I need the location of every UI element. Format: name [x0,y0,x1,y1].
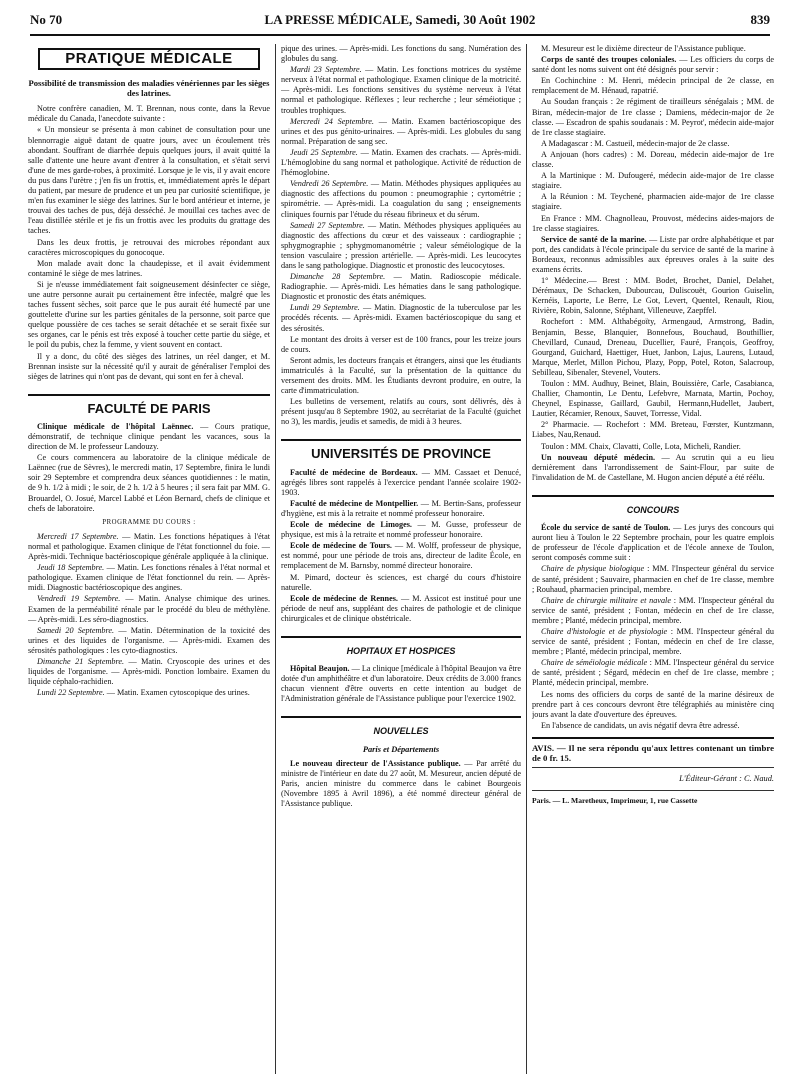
list-item: A Madagascar : M. Castueil, médecin-major de 2e classe. [541,138,730,148]
programme-text: — Matin. Les fonctions motrices du système nerveux à l'état normal et pathologique. Examen clinique de la motricité. — Après-midi. Les fonctions sensitives du système nerveux à l'état normal et pathologique. Réflexes ; leur recherche ; leur séméiotique ; troubles trophiques. [281,65,521,115]
programme-day: Mardi 23 Septembre. [290,65,362,75]
paragraph: En l'absence de candidats, un avis négatif devra être adressé. [541,720,740,730]
jury-text: : MM. l'Inspecteur général du service de santé, président ; Sauvaire, pharmacien en chef de 1re classe, membre ; Rouhaud, pharmacien principal, membre. [532,564,774,594]
paragraph: Les bulletins de versement, relatifs au cours, sont délivrés, dès à présent jusqu'au 8 Septembre 1902, au secrétariat de la Faculté (guichet no 3), les mardis, jeudis et samedis, de midi à 3 heures. [281,397,521,427]
item-text: — M. Assicot est institué pour une période de neuf ans, suppléant des chaires de pathologie et de clinique chirurgicales et de clinique obstétricale. [281,593,521,623]
paragraph: Le montant des droits à verser est de 100 francs, pour les treize jours de cours. [281,334,521,354]
section-title-universites: UNIVERSITÉS DE PROVINCE [281,439,521,459]
programme-text: — Matin. Analyse chimique des urines. Examen de la perméabilité rénale par le procédé du bleu de méthylène. — Après-midi. Les séro-diagnostics. [28,594,270,624]
paragraph: Notre confrère canadien, M. T. Brennan, nous conte, dans la Revue médicale du Canada, l'anecdote suivante : [28,104,270,124]
jury-chair: Chaire d'histologie et de physiologie [541,626,668,636]
column-divider [526,44,527,1074]
item-lead: Ecole de médecine de Limoges. [290,520,412,530]
programme-day: Lundi 22 Septembre. [37,688,105,698]
programme-text: — Matin. Cryoscopie des urines et des liquides de l'organisme. — Après-midi. Ponction lombaire. Examen du liquide céphalo-rachidien. [28,656,270,687]
paragraph: Ce cours commencera au laboratoire de la clinique médicale de Laënnec (rue de Sèvres), le mercredi matin, 17 Septembre, finira le lundi soir 29 Septembre et comprendra deux séances quotidiennes : le matin, de 9 h. 1/2 à midi ; le soir, de 2 h. 1/2 à 5 heures ; il sera fait par MM. G. Brouardel, O. Josué, Marcel Labbé et Léon Bernard, chefs de clinique et chefs de laboratoire. [28,453,270,513]
paragraph: Toulon : MM. Audhuy, Beinet, Blain, Bouissière, Carle, Casabianca, Challier, Chamontin, Le Dentu, Lefebvre, Marnata, Martin, Pochoy, Cheynel, Espinasse, Gaillard, Gaubil, Hermann,Hudellet, Jaubert, Lautier, Récamier, Renoux, Sauvet, Torresse, Vidal. [532,379,774,419]
list-item: A la Martinique : M. Dufougeré, médecin aide-major de 1re classe stagiaire. [532,171,774,191]
item-text: — Liste par ordre alphabétique et par port, des candidats à l'école principale du service de santé de la marine à Bordeaux, reconnus admissibles aux épreuves orales à la suite des examens écrits. [532,234,774,274]
jury-chair: Chaire de séméiologie médicale [541,658,648,668]
column-divider [275,44,276,1074]
programme-text: — Matin. Détermination de la toxicité des urines et des liquides de l'organisme. — Après-midi. Examen des sérosités pathologiques : les cyto-diagnostics. [28,625,270,655]
item-lead: Hôpital Beaujon. [290,664,350,674]
programme-text: — Matin. Examen cytoscopique des urines. [104,688,250,698]
section-title-nouvelles: NOUVELLES [281,716,521,736]
column-1 [28,44,270,1074]
jury-text: : MM. l'Inspecteur général du service de santé, président ; Fontan, médecin en chef de 1re classe, membre ; Planté, médecin principal, membre. [532,626,774,657]
programme-text: — Matin. Les fonctions rénales à l'état normal et pathologique. Examen clinique de l'état fonctionnel du rein. — Après-midi. Diagnostic bactérioscopique des angines. [28,563,270,593]
item-lead: Ecole de médecine de Tours. [290,541,392,551]
programme-day: Mercredi 17 Septembre. [37,531,119,541]
programme-day: Vendredi 26 Septembre. [290,179,369,189]
issue-number: No 70 [30,12,63,27]
column-3 [532,44,774,1074]
paragraph: Seront admis, les docteurs français et étrangers, ainsi que les étudiants immatriculés à la Faculté, sur la présentation de la quittance du versement des droits. MM. les Étudiants devront produire, en outre, la carte d'immatriculation. [281,355,521,396]
paragraph: Il y a donc, du côté des sièges des latrines, un réel danger, et M. Brennan insiste sur la nécessité qu'il y aurait de généraliser l'emploi des sièges de latrines qui n'ont pas de devant, qui sont en fer à cheval. [28,351,270,381]
paragraph: M. Mesureur est le dixième directeur de l'Assistance publique. [541,44,746,53]
programme-day: Dimanche 21 Septembre. [37,656,125,666]
notice-avis: AVIS. — Il ne sera répondu qu'aux lettres contenant un timbre de 0 fr. 15. [532,737,774,763]
item-text: — Les jurys des concours qui auront lieu à Toulon le 22 Septembre prochain, pour les quatre emplois de professeur de l'école d'application et de l'école annexe de Toulon, seront composés comme suit : [532,523,774,563]
item-lead: Ecole de médecine de Rennes. [290,593,398,603]
printer-line: Paris. — L. Maretheux, Imprimeur, 1, rue Cassette [532,790,774,806]
item-text: — Par arrêté du ministre de l'intérieur en date du 27 août, M. Mesureur, ancien député de Paris, ancien ministre du commerce dans le cabinet Bourgeois (Novembre 1895 à Avril 1896), a été nommé directeur général de l'Assistance publique. [281,758,521,808]
programme-day: Lundi 29 Septembre. [290,303,360,313]
paragraph: Dans les deux frottis, je retrouvai des microbes répondant aux caractères microscopiques du gonocoque. [28,237,270,257]
paragraph: pique des urines. — Après-midi. Les fonctions du sang. Numération des globules du sang. [281,44,521,64]
item-lead: École du service de santé de Toulon. [541,523,671,533]
paragraph: Toulon : MM. Chaix, Clavatti, Colle, Lota, Micheli, Randier. [541,441,741,451]
section-title-pratique: PRATIQUE MÉDICALE [38,48,260,70]
list-item: En France : MM. Chagnolleau, Prouvost, médecins aides-majors de 1re classe stagiaires. [532,213,774,233]
paragraph: Rochefort : MM. Althabégoïty, Armengaud, Armstrong, Badin, Benjamin, Besse, Blanquier, Bonnefous, Bouchaud, Bouthillier, Chevillard, Cunaud, Dreneau, Ducellier, Fauré, François, Geoffroy, Gourgand, Guichard, Haettiger, Huet, Janbon, Lajus, Laurens, Lutaud, Marque, Merlet, Millon Pichou, Plazy, Popp, Potel, Roton, Salacroup, Sebilleau, Sibenaler, Stevenel, Vouters. [532,317,774,377]
programme-day: Dimanche 28 Septembre. [290,272,386,282]
section-title-faculte: FACULTÉ DE PARIS [28,394,270,414]
jury-text: : MM. l'Inspecteur général du service de santé, président ; Fontan, médecin en chef de 1re classe, membre ; Planté, médecin principal, membre. [532,595,774,625]
editor-signature: L'Éditeur-Gérant : C. Naud. [532,767,774,784]
paragraph: Si je n'eusse immédiatement fait soigneusement désinfecter ce siège, une autre personne aurait pu certainement être infectée, malgré que les taches fussent sèches, soit parce que le pus aurait été humecté par une gouttelette d'urine sur les parties génitales de la personne, soit parce que quelque poussière de ces taches se serait détachée et se serait fixée sur ses organes, car le pénis est très exposé à toucher cette partie du siège, et le poil du pubis, chez la femme, y vient souvent en contact. [28,279,270,350]
paragraph: 2° Pharmacie. — Rochefort : MM. Breteau, Fœrster, Kuntzmann, Liabes, Nau,Renaud. [532,420,774,440]
programme-text: — Matin. Examen des crachats. — Après-midi. L'hémoglobine du sang normal et pathologique. Activité de réduction de l'hémoglobine. [281,147,521,178]
item-lead: Faculté de médecine de Bordeaux. [290,467,418,477]
item-lead: Un nouveau député médecin. [541,452,656,462]
item-text: — M. Bertin-Sans, professeur d'hygiène, est mis à la retraite et nommé professeur honoraire. [281,498,521,518]
programme-day: Samedi 27 Septembre. [290,220,365,230]
programme-day: Mercredi 24 Septembre. [290,116,374,126]
list-item: A Anjouan (hors cadres) : M. Doreau, médecin aide-major de 1re classe. [532,149,774,170]
jury-text: : MM. l'Inspecteur général du service de santé, président ; Ségard, médecin en chef de 1re classe, membre ; Planté, médecin principal, membre. [532,658,774,688]
item-text: — M. Gusse, professeur de physique, est mis à la retraite et nommé professeur honoraire. [281,520,521,540]
paragraph: Mon malade avait donc la chaudepisse, et il avait évidemment contaminé le siège de mes latrines. [28,258,270,278]
programme-day: Samedi 20 Septembre. [37,625,115,635]
item-text: — Les officiers du corps de santé dont les noms suivent ont été désignés pour servir : [532,55,774,75]
item-text: — Au scrutin qui a eu lieu dernièrement dans l'arrondissement de Saint-Flour, par suite de l'invalidation de M. de Castellane, M. Hugon ancien député a été réélu. [532,452,774,482]
subsection-title: Paris et Départements [362,744,440,754]
programme-day: Vendredi 19 Septembre. [37,594,121,604]
programme-text: — Matin. Examen bactérioscopique des urines et des pus génito-urinaires. — Après-midi. Les globules du sang normal. Préparation de sang sec. [281,116,521,146]
article-title: Possibilité de transmission des maladies vénériennes par les sièges des latrines. [28,78,270,99]
item-lead: Service de santé de la marine. [541,234,647,244]
jury-chair: Chaire de physique biologique [541,564,645,574]
programme-day: Jeudi 18 Septembre. [37,563,105,573]
paragraph: « Un monsieur se présenta à mon cabinet de consultation pour une blennorragie aiguë datant de quatre jours, avec un écoulement très abondant. Souffrant de diarrhée depuis quelques jours, il avait quitté la salle d'attente une heure avant d'entrer à la consultation, et s'était servi d'une de mes garde-robes, à proximité. Lorsque je le vis, il y avait encore du pus dans l'urètre ; j'en fis un frottis, et, immédiatement après le départ du patient, par mesure de prudence et un peu par curiosité scientifique, je m'en fus examiner le siège des latrines. Sur le bord antérieur et interne, je trouvai des taches de pus, déjà desséché. Je mouillai ces taches avec de l'eau distillée stérile et je fis un frottis avec les produits du grattage des taches. [28,125,270,236]
programme-text: — Matin. Radioscopie médicale. Radiographie. — Après-midi. Les hématies dans le sang pathologique. Diagnostic et pronostic des états anémiques. [281,272,521,302]
item-lead: Faculté de médecine de Montpellier. [290,498,419,508]
item-lead: Clinique médicale de l'hôpital Laënnec. [37,421,194,431]
list-item: En Cochinchine : M. Henri, médecin principal de 2e classe, en remplacement de M. Hénaud, rapatrié. [532,76,774,96]
programme-label: PROGRAMME DU COURS : [102,518,196,526]
item-text: — M. Wolff, professeur de physique, est nommé, pour une période de trois ans, directeur de ladite École, en remplacement de M. Barnsby, nommé directeur honoraire. [281,541,521,571]
page-header [30,8,770,32]
list-item: A la Réunion : M. Teychené, pharmacien aide-major de 1re classe stagiaire. [532,192,774,212]
programme-day: Jeudi 25 Septembre. [290,147,358,157]
programme-text: — Matin. Diagnostic de la tuberculose par les procédés récents. — Après-midi. Examen bactérioscopique du sang et des sérosités. [281,303,521,333]
item-text: — La clinique [médicale à l'hôpital Beaujon va être dotée d'un amphithéâtre et d'un laboratoire. Deux crédits de 3.000 francs chacun viennent d'être ouverts en cette intention au budget de l'Administration générale de l'Assistance publique pour l'exercice 1902. [281,664,521,704]
item-text: — Cours pratique, démonstratif, de technique clinique pendant les vacances, sous la direction de M. le professeur Landouzy. [28,421,270,452]
paragraph: 1° Médecine.— Brest : MM. Bodet, Brochet, Daniel, Delahet, Dérémaux, De Schacken, Dubourcau, Duliscouët, Gourion Guiselin, Kernéis, Laporte, Le Berre, Le Got, Levert, Quentel, Renault, Riou, Rivière, Robin, Salonne, Stéphant, Villeneuve, Zaepffel. [532,276,774,316]
item-text: — MM. Cassaet et Denucé, agrégés libres sont rappelés à l'exercice pendant l'année scolaire 1902-1903. [281,467,521,497]
journal-title: LA PRESSE MÉDICALE, Samedi, 30 Août 1902 [264,12,536,27]
section-title-hopitaux: HOPITAUX ET HOSPICES [281,636,521,656]
programme-text: — Matin. Les fonctions hépatiques à l'état normal et pathologique. Examen clinique de l'état fonctionnel du foie. — Après-midi. Technique bactérioscopique générale appliquée à la clinique. [28,531,270,562]
paragraph: Les noms des officiers du corps de santé de la marine désireux de prendre part à ces concours devront être télégraphiés au ministère cinq jours avant la date d'ouverture des épreuves. [532,689,774,719]
programme-text: — Matin. Méthodes physiques appliquées au diagnostic des affections du poumon : pneumographie ; cyrtométrie ; spirométrie. — Après-midi. La coagulation du sang ; enseignements cliniques fournis par l'étude du réseau fibrineux et du sérum. [281,179,521,219]
header-rule [30,34,770,36]
programme-text: — Matin. Méthodes physiques appliquées au diagnostic des affections du cœur et des vaisseaux : cardiographie ; sphygmographie ; sphygmomanométrie ; valeur séméiologique de la tension vasculaire ; pression artérielle. — Après-midi. Les leucocytes dans le sang pathologique. Diagnostic et pronostic des leucocytoses. [281,220,521,270]
item-lead: Corps de santé des troupes coloniales. [541,55,677,65]
item-text: M. Pimard, docteur ès sciences, est chargé du cours d'histoire naturelle. [281,572,521,592]
section-title-concours: CONCOURS [532,495,774,515]
item-lead: Le nouveau directeur de l'Assistance publique. [290,758,461,768]
page-number: 839 [750,12,770,27]
jury-chair: Chaire de chirurgie militaire et navale [541,595,671,605]
list-item: Au Soudan français : 2e régiment de tirailleurs sénégalais ; MM. de Biran, médecin-major de 1re classe ; Damiens, médecin-major de 2e classe. — Escadron de spahis soudanais : M. Peyrot', médecin aide-major de 1re classe stagiaire. [532,97,774,137]
column-2 [281,44,521,1074]
